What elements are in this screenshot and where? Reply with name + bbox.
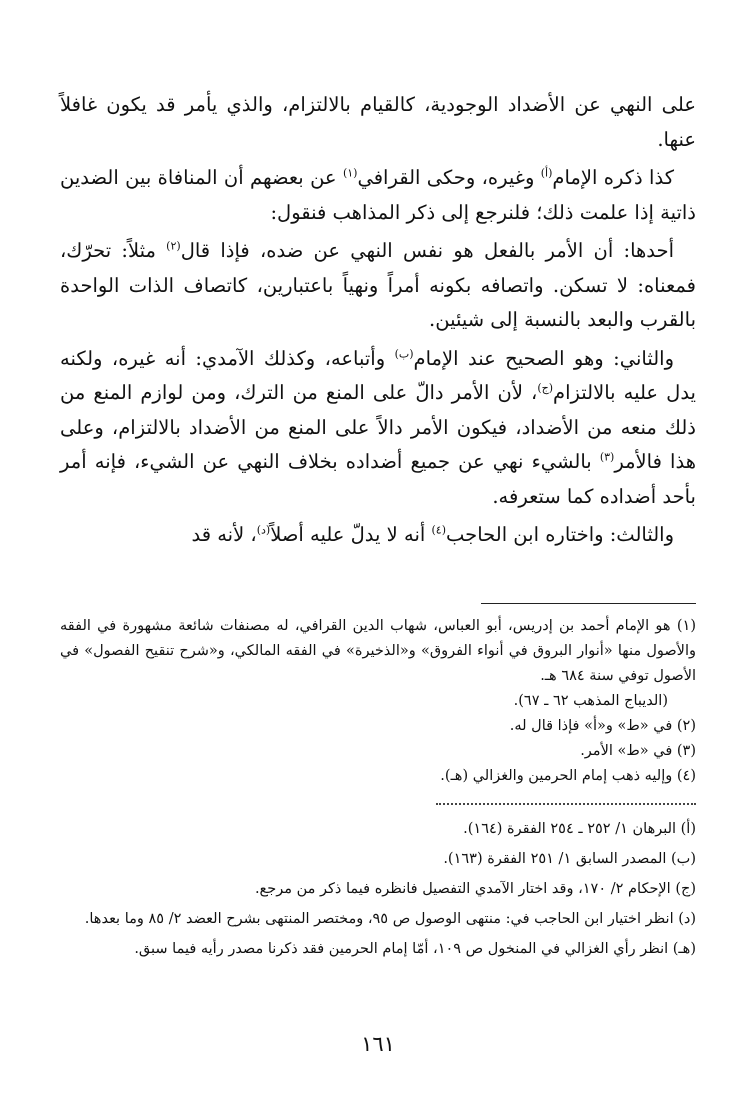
footnote-marker: (ج) [537,381,553,395]
footnote-1-source: (الديباج المذهب ٦٢ ـ ٦٧). [513,692,668,709]
footnote-4: (٤) وإليه ذهب إمام الحرمين والغزالي (هـ). [440,767,696,784]
footnote-2: (٢) في «ط» و«أ» فإذا قال له. [509,717,696,734]
footnote-1: (١) هو الإمام أحمد بن إدريس، أبو العباس، شهاب الدين القرافي، له مصنفات شائعة مشهورة في الفقه والأصول منها «أنوار البروق في أنواء الفروق» و«الذخيرة» في الفقه المالكي، و«شرح تنقيح الفصول» في الأصول توفي سنة ٦٨٤ هـ. [60,617,696,684]
paragraph-5: والثالث: واختاره ابن الحاجب$^{(٤)}$ أنه لا يدلّ عليه أصلاً$^{(د)}$، لأنه قد [191,523,674,546]
editor-note-c: (ج) الإحكام ٢/ ١٧٠، وقد اختار الآمدي التفصيل فانظره فيما ذكر من مرجع. [254,880,696,897]
editor-note-b: (ب) المصدر السابق ١/ ٢٥١ الفقرة (١٦٣). [443,850,696,867]
footnote-marker: (٣) [599,450,615,464]
footnote-marker: (د) [256,523,271,537]
paragraph-1: على النهي عن الأضداد الوجودية، كالقيام بالالتزام، والذي يأمر قد يكون غافلاً عنها. [60,93,696,151]
dotted-separator [436,803,696,805]
paragraph-4: والثاني: وهو الصحيح عند الإمام$^{(ب)}$ وأتباعه، وكذلك الآمدي: أنه غيره، ولكنه يدل عليه بالالتزام$^{(ج)}$، لأن الأمر دالّ على المنع من الترك، ومن لوازم المنع من ذلك منعه من الأضداد، فيكون الأمر دالاً على المنع من الأضداد بالالتزام، وعلى هذا فالأمر$^{(٣)}$ بالشيء نهي عن جميع أضداده بخلاف النهي عن الشيء، فإنه أمر بأحد أضداده كما ستعرفه. [60,346,696,508]
page-number: ١٦١ [361,1032,395,1056]
paragraph-2: كذا ذكره الإمام$^{(أ)}$ وغيره، وحكى القرافي$^{(١)}$ عن بعضهم أن المنافاة بين الضدين ذاتية إذا علمت ذلك؛ فلنرجع إلى ذكر المذاهب فنقول: [60,166,696,224]
footnote-marker: (أ) [540,166,553,180]
page [60,88,696,967]
footnote-marker: (٤) [431,523,447,537]
paragraph-3: أحدها: أن الأمر بالفعل هو نفس النهي عن ضده، فإذا قال$^{(٢)}$ مثلاً: تحرّك، فمعناه: لا تسكن. واتصافه بكونه أمراً ونهياً باعتبارين، كاتصاف الذات الواحدة بالقرب والبعد بالنسبة إلى شيئين. [60,239,696,331]
author-footnotes [60,614,696,789]
footnote-separator [481,603,696,604]
footnote-marker: (١) [342,166,358,180]
footnote-marker: (٢) [166,239,181,253]
editor-note-a: (أ) البرهان ١/ ٢٥٢ ـ ٢٥٤ الفقرة (١٦٤). [463,820,696,837]
editor-note-e: (هـ) انظر رأي الغزالي في المنخول ص ١٠٩، أمّا إمام الحرمين فقد ذكرنا مصدر رأيه فيما سبق. [134,940,696,957]
main-text [60,88,696,553]
footnote-3: (٣) في «ط» الأمر. [580,742,696,759]
editor-footnotes [60,817,696,961]
editor-note-d: (د) انظر اختيار ابن الحاجب في: منتهى الوصول ص ٩٥، ومختصر المنتهى بشرح العضد ٢/ ٨٥ وما بعدها. [84,910,696,927]
footnote-marker: (ب) [394,347,414,360]
